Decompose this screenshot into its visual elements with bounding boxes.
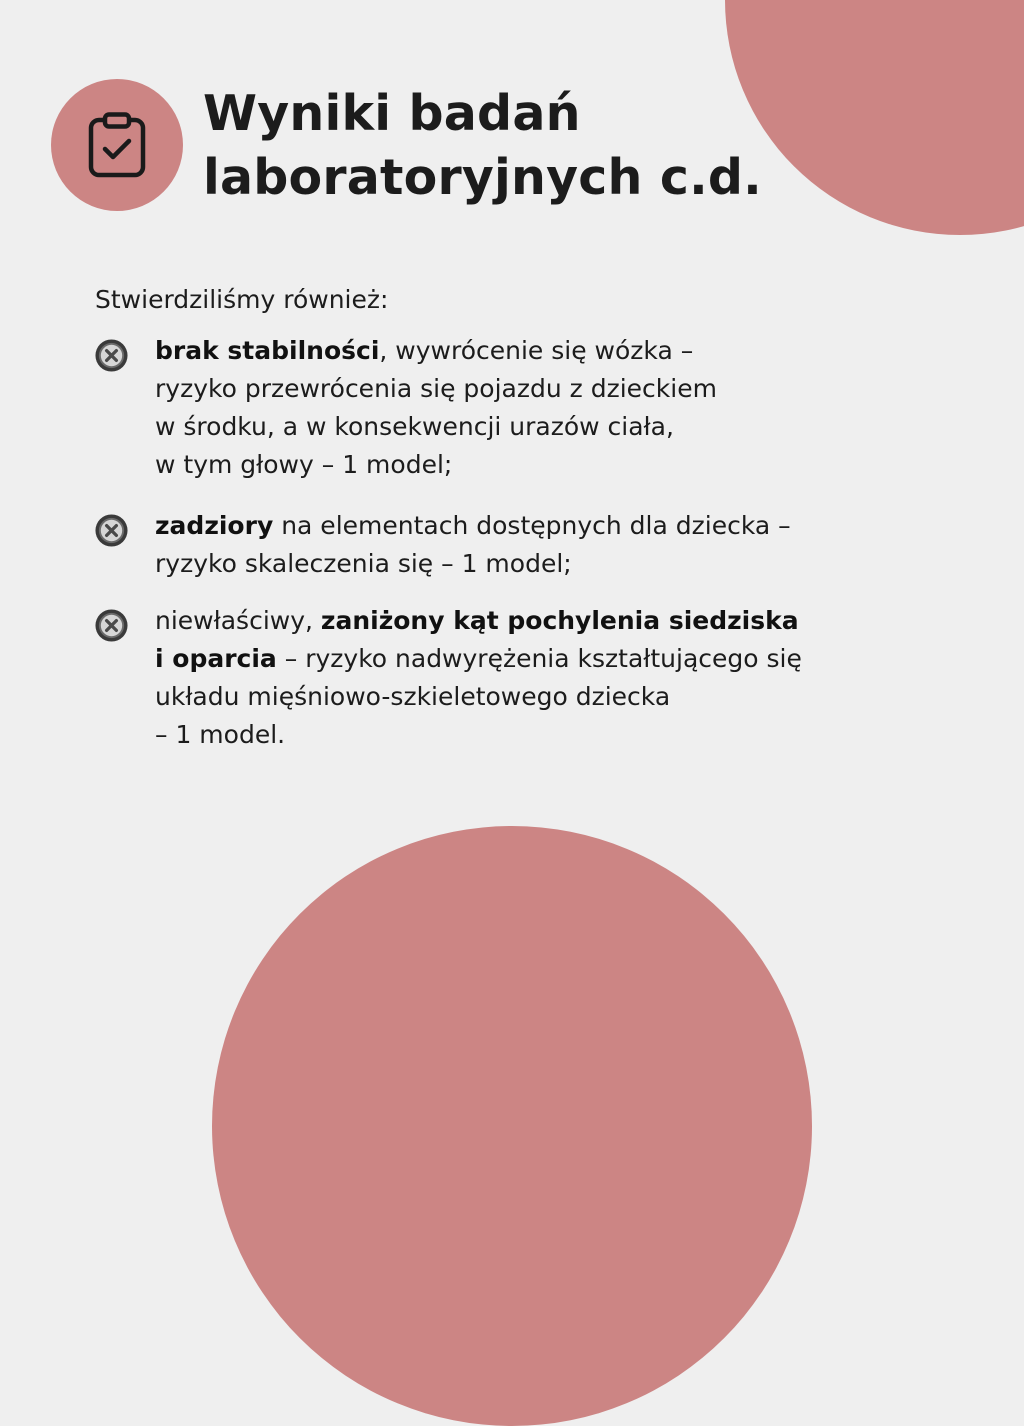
text-line bbox=[155, 640, 802, 678]
x-circle-icon bbox=[94, 513, 129, 548]
text-fragment: – ryzyko nadwyrężenia kształtującego się bbox=[276, 644, 802, 673]
list-item-text bbox=[155, 507, 791, 583]
text-fragment: , wywrócenie się wózka – bbox=[379, 336, 694, 365]
decorative-circle-bottom bbox=[212, 826, 812, 1426]
text-fragment: na elementach dostępnych dla dziecka – bbox=[273, 511, 791, 540]
text-line bbox=[155, 332, 717, 370]
page-title bbox=[203, 82, 843, 210]
emphasis: zadziory bbox=[155, 511, 274, 540]
text-line: ryzyko przewrócenia się pojazdu z dzieckiem bbox=[155, 374, 717, 403]
x-circle-icon bbox=[94, 338, 129, 373]
text-line: ryzyko skaleczenia się – 1 model; bbox=[155, 549, 572, 578]
text-line bbox=[155, 507, 791, 545]
title-icon-badge bbox=[51, 79, 183, 211]
page-title-line-2: laboratoryjnych c.d. bbox=[203, 149, 762, 206]
emphasis: i oparcia bbox=[155, 644, 277, 673]
page-title-line-1: Wyniki badań bbox=[203, 85, 581, 142]
text-line bbox=[155, 602, 802, 640]
list-item-text bbox=[155, 602, 802, 754]
text-line: układu mięśniowo-szkieletowego dziecka bbox=[155, 682, 671, 711]
x-circle-icon bbox=[94, 608, 129, 643]
emphasis: brak stabilności bbox=[155, 336, 380, 365]
emphasis: zaniżony kąt pochylenia siedziska bbox=[320, 606, 799, 635]
list-item-text bbox=[155, 332, 717, 484]
text-fragment: niewłaściwy, bbox=[155, 606, 321, 635]
text-line: – 1 model. bbox=[155, 720, 286, 749]
clipboard-check-icon bbox=[88, 112, 146, 178]
intro-text: Stwierdziliśmy również: bbox=[95, 285, 389, 314]
text-line: w tym głowy – 1 model; bbox=[155, 450, 453, 479]
text-line: w środku, a w konsekwencji urazów ciała, bbox=[155, 412, 674, 441]
